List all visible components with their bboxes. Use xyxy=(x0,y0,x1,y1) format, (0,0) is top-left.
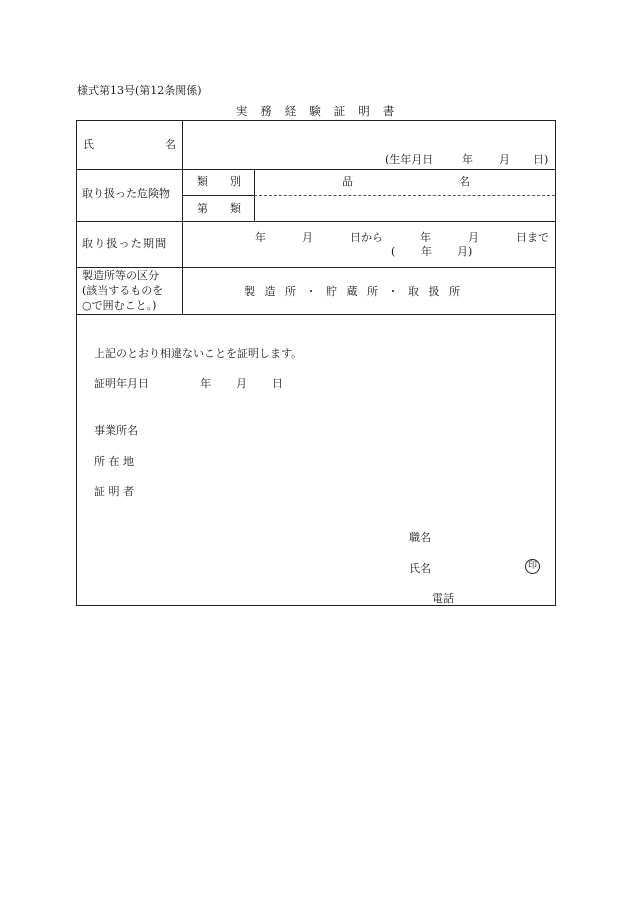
form-id: 様式第13号(第12条関係) xyxy=(77,84,202,97)
period-from-day: 日から xyxy=(350,231,383,244)
position-label: 職名 xyxy=(409,531,431,544)
address-label: 所 在 地 xyxy=(94,455,134,468)
hazmat-name-label-2: 名 xyxy=(459,175,470,188)
hazmat-kind-label: 第類 xyxy=(197,202,263,215)
period-total-open: ( xyxy=(391,245,396,258)
period-total-month: 月) xyxy=(457,245,473,258)
row-divider xyxy=(76,267,556,268)
facility-options: 製 造 所 ・ 貯 蔵 所 ・ 取 扱 所 xyxy=(244,285,463,298)
birth-day: 日) xyxy=(533,153,549,166)
period-from-year: 年 xyxy=(255,231,266,244)
name-label-char-1: 名 xyxy=(165,138,176,151)
hazmat-class-label: 類別 xyxy=(197,175,263,188)
period-to-year: 年 xyxy=(420,231,431,244)
certify-date-day: 日 xyxy=(272,377,283,390)
period-from-month: 月 xyxy=(302,231,313,244)
period-to-month: 月 xyxy=(468,231,479,244)
birth-year: 年 xyxy=(462,153,473,166)
hazmat-label: 取り扱った危険物 xyxy=(82,187,170,200)
facility-label-line-2: (該当するものを xyxy=(82,284,164,297)
office-name-label: 事業所名 xyxy=(94,424,138,437)
certify-date-month: 月 xyxy=(236,377,247,390)
hazmat-name-label: 品 xyxy=(342,175,353,188)
birth-month: 月 xyxy=(499,153,510,166)
phone-label: 電話 xyxy=(432,592,454,605)
hazmat-row-divider xyxy=(182,195,254,196)
document-title: 実務経験証明書 xyxy=(235,104,408,118)
name-label-char-0: 氏 xyxy=(83,138,94,151)
row-divider xyxy=(76,169,556,170)
name-label xyxy=(83,139,176,150)
period-total-year: 年 xyxy=(421,245,432,258)
row-divider xyxy=(76,221,556,222)
seal-mark: 印 xyxy=(525,559,540,574)
person-name-label: 氏名 xyxy=(409,562,431,575)
certify-statement: 上記のとおり相違ないことを証明します。 xyxy=(94,347,303,360)
row-divider xyxy=(76,314,556,315)
period-label: 取り扱った期間 xyxy=(82,237,168,250)
facility-label-line-1: 製造所等の区分 xyxy=(82,269,159,282)
period-to-day: 日まで xyxy=(516,231,549,244)
certify-date-label: 証明年月日 xyxy=(94,377,149,390)
certify-date-year: 年 xyxy=(200,377,211,390)
certifier-label: 証 明 者 xyxy=(94,485,134,498)
hazmat-dashed-divider xyxy=(254,195,555,196)
birth-prefix: (生年月日 xyxy=(385,153,434,166)
column-divider xyxy=(182,120,183,314)
facility-label-line-3: ○で囲むこと。) xyxy=(82,299,157,312)
